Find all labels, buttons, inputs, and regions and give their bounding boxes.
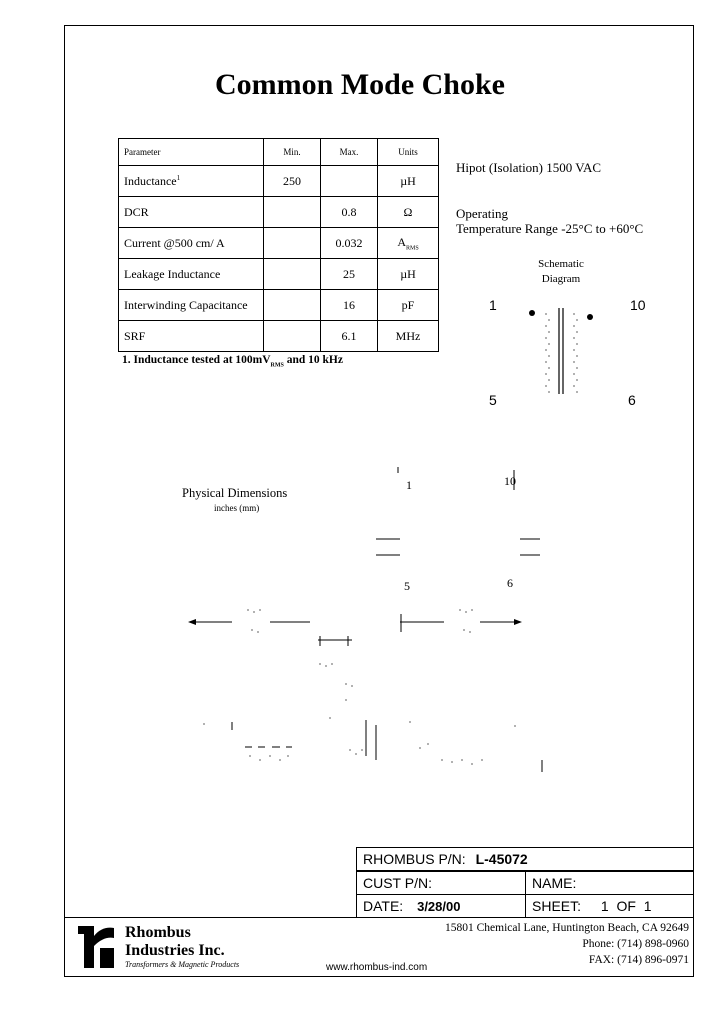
rhombus-logo-icon	[78, 924, 118, 970]
company-fax: FAX: (714) 896-0971	[588, 954, 689, 966]
param-label: Inductance	[124, 173, 177, 188]
physical-dimensions-title: Physical Dimensions	[182, 486, 288, 500]
table-row	[119, 197, 439, 228]
units-cell: µH	[378, 166, 439, 197]
sheet-cell	[526, 895, 694, 918]
schematic-pin-1: 1	[489, 297, 497, 313]
param-cell	[119, 166, 264, 197]
min-cell: 250	[264, 166, 321, 197]
outline-pin-10: 10	[504, 474, 516, 488]
min-cell	[264, 228, 321, 259]
max-cell: 16	[321, 290, 378, 321]
max-cell	[321, 166, 378, 197]
units-cell: Ω	[378, 197, 439, 228]
units-cell: µH	[378, 259, 439, 290]
outline-pin-1: 1	[406, 478, 412, 492]
operating-label: Operating	[456, 206, 508, 221]
date-value: 3/28/00	[417, 899, 461, 914]
schematic-subtitle: Diagram	[541, 273, 581, 285]
page-title: Common Mode Choke	[215, 68, 505, 101]
company-tagline: Transformers & Magnetic Products	[125, 960, 240, 969]
polarity-dot-1	[529, 310, 535, 316]
param-cell: DCR	[119, 197, 264, 228]
inductance-note: 1. Inductance tested at $100mV_{RMS}$ and 10 kHz	[122, 354, 343, 369]
date-cell	[357, 895, 526, 918]
param-cell: Current @500 cm/ A	[119, 228, 264, 259]
cust-pn-cell: CUST P/N:	[357, 872, 526, 895]
param-cell: Leakage Inductance	[119, 259, 264, 290]
company-website[interactable]: www.rhombus-ind.com	[326, 962, 428, 973]
date-label: DATE:	[363, 898, 404, 914]
company-name-1: Rhombus	[125, 924, 191, 941]
units-label: A	[397, 234, 406, 249]
table-row	[119, 259, 439, 290]
units-sub: RMS	[405, 245, 419, 252]
max-cell: 0.8	[321, 197, 378, 228]
polarity-dot-10	[587, 314, 593, 320]
table-row	[119, 166, 439, 197]
footnote-mark: 1	[176, 173, 181, 182]
title-block-cust	[356, 871, 694, 895]
schematic-pin-10: 10	[630, 297, 646, 313]
min-cell	[264, 259, 321, 290]
spec-table	[118, 138, 439, 352]
pn-value: L-45072	[475, 851, 528, 867]
units-cell	[378, 228, 439, 259]
coil-right	[573, 313, 578, 393]
sheet-label: SHEET:	[532, 898, 582, 914]
param-cell: SRF	[119, 321, 264, 352]
hipot-spec: Hipot (Isolation) 1500 VAC	[456, 160, 602, 175]
min-cell	[264, 197, 321, 228]
footer-divider	[64, 917, 694, 918]
header-min: Min.	[264, 139, 321, 166]
param-cell: Interwinding Capacitance	[119, 290, 264, 321]
company-address: 15801 Chemical Lane, Huntington Beach, CA 92649	[444, 922, 689, 934]
outline-pin-6: 6	[507, 576, 513, 590]
max-cell: 0.032	[321, 228, 378, 259]
schematic-pin-5: 5	[489, 392, 497, 408]
temperature-range: Temperature Range -25°C to +60°C	[456, 221, 644, 236]
coil-left	[545, 313, 550, 393]
header-units: Units	[378, 139, 439, 166]
outline-pin-5: 5	[404, 579, 410, 593]
sheet-value: 1 OF 1	[600, 898, 652, 914]
name-cell: NAME:	[526, 872, 694, 895]
min-cell	[264, 321, 321, 352]
title-block-pn	[356, 847, 694, 871]
min-cell	[264, 290, 321, 321]
physical-dimensions-units: inches (mm)	[214, 503, 260, 513]
company-phone: Phone: (714) 898-0960	[582, 938, 689, 950]
company-name-2: Industries Inc.	[125, 942, 225, 959]
pn-label: RHOMBUS P/N:	[363, 851, 466, 867]
table-row	[119, 321, 439, 352]
max-cell: 25	[321, 259, 378, 290]
title-block-date	[356, 894, 694, 918]
header-parameter: Parameter	[119, 139, 264, 166]
rhombus-pn-cell	[357, 848, 694, 871]
table-row	[119, 228, 439, 259]
dimension-drawing	[170, 460, 560, 790]
units-cell: pF	[378, 290, 439, 321]
schematic-pin-6: 6	[628, 392, 636, 408]
schematic-title: Schematic	[538, 258, 584, 270]
table-row	[119, 290, 439, 321]
units-cell: MHz	[378, 321, 439, 352]
max-cell: 6.1	[321, 321, 378, 352]
table-header-row	[119, 139, 439, 166]
header-max: Max.	[321, 139, 378, 166]
